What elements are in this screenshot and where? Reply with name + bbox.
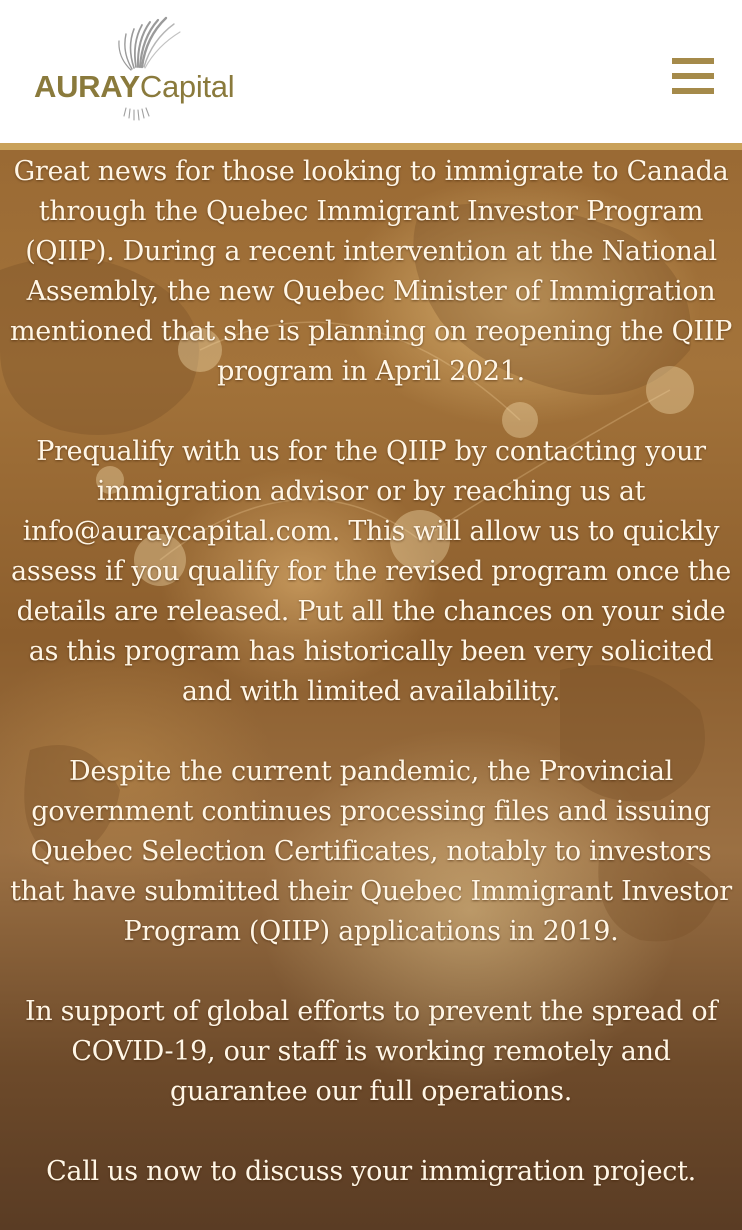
menu-bar-top [672, 58, 714, 64]
paragraph-prequalify: Prequalify with us for the QIIP by contacting your immigration advisor or by reaching us at info@auraycapital.com. This will allow us to quickly assess if you qualify for the revised program once the details are released. Put all the chances on your side as this program has historically been very solicited and with limited availability. [11, 436, 731, 707]
logo-light-text: Capital [139, 69, 235, 104]
auray-capital-logo[interactable] [34, 12, 274, 130]
paragraph-reopening: Great news for those looking to immigrate to Canada through the Quebec Immigrant Investor Program (QIIP). During a recent intervention at the National Assembly, the new Quebec Minister of Immigration mentioned that she is planning on reopening the QIIP program in April 2021. [9, 156, 733, 387]
menu-bar-bottom [672, 88, 714, 94]
announcement-text [4, 152, 738, 1192]
paragraph-covid-support: In support of global efforts to prevent the spread of COVID-19, our staff is working remotely and guarantee our full operations. [24, 996, 718, 1107]
hamburger-menu-icon[interactable] [672, 58, 714, 94]
header-divider [0, 143, 742, 150]
paragraph-pandemic: Despite the current pandemic, the Provincial government continues processing files and issuing Quebec Selection Certificates, notably to investors that have submitted their Quebec Immigrant Investor Program (QIIP) applications in 2019. [10, 756, 732, 947]
logo-wordmark [34, 70, 234, 104]
menu-bar-middle [672, 73, 714, 79]
paragraph-call-to-action: Call us now to discuss your immigration project. [46, 1156, 696, 1187]
logo-bold-text: AURAY [34, 69, 140, 104]
hero-section [0, 150, 742, 1230]
site-header [0, 0, 742, 143]
